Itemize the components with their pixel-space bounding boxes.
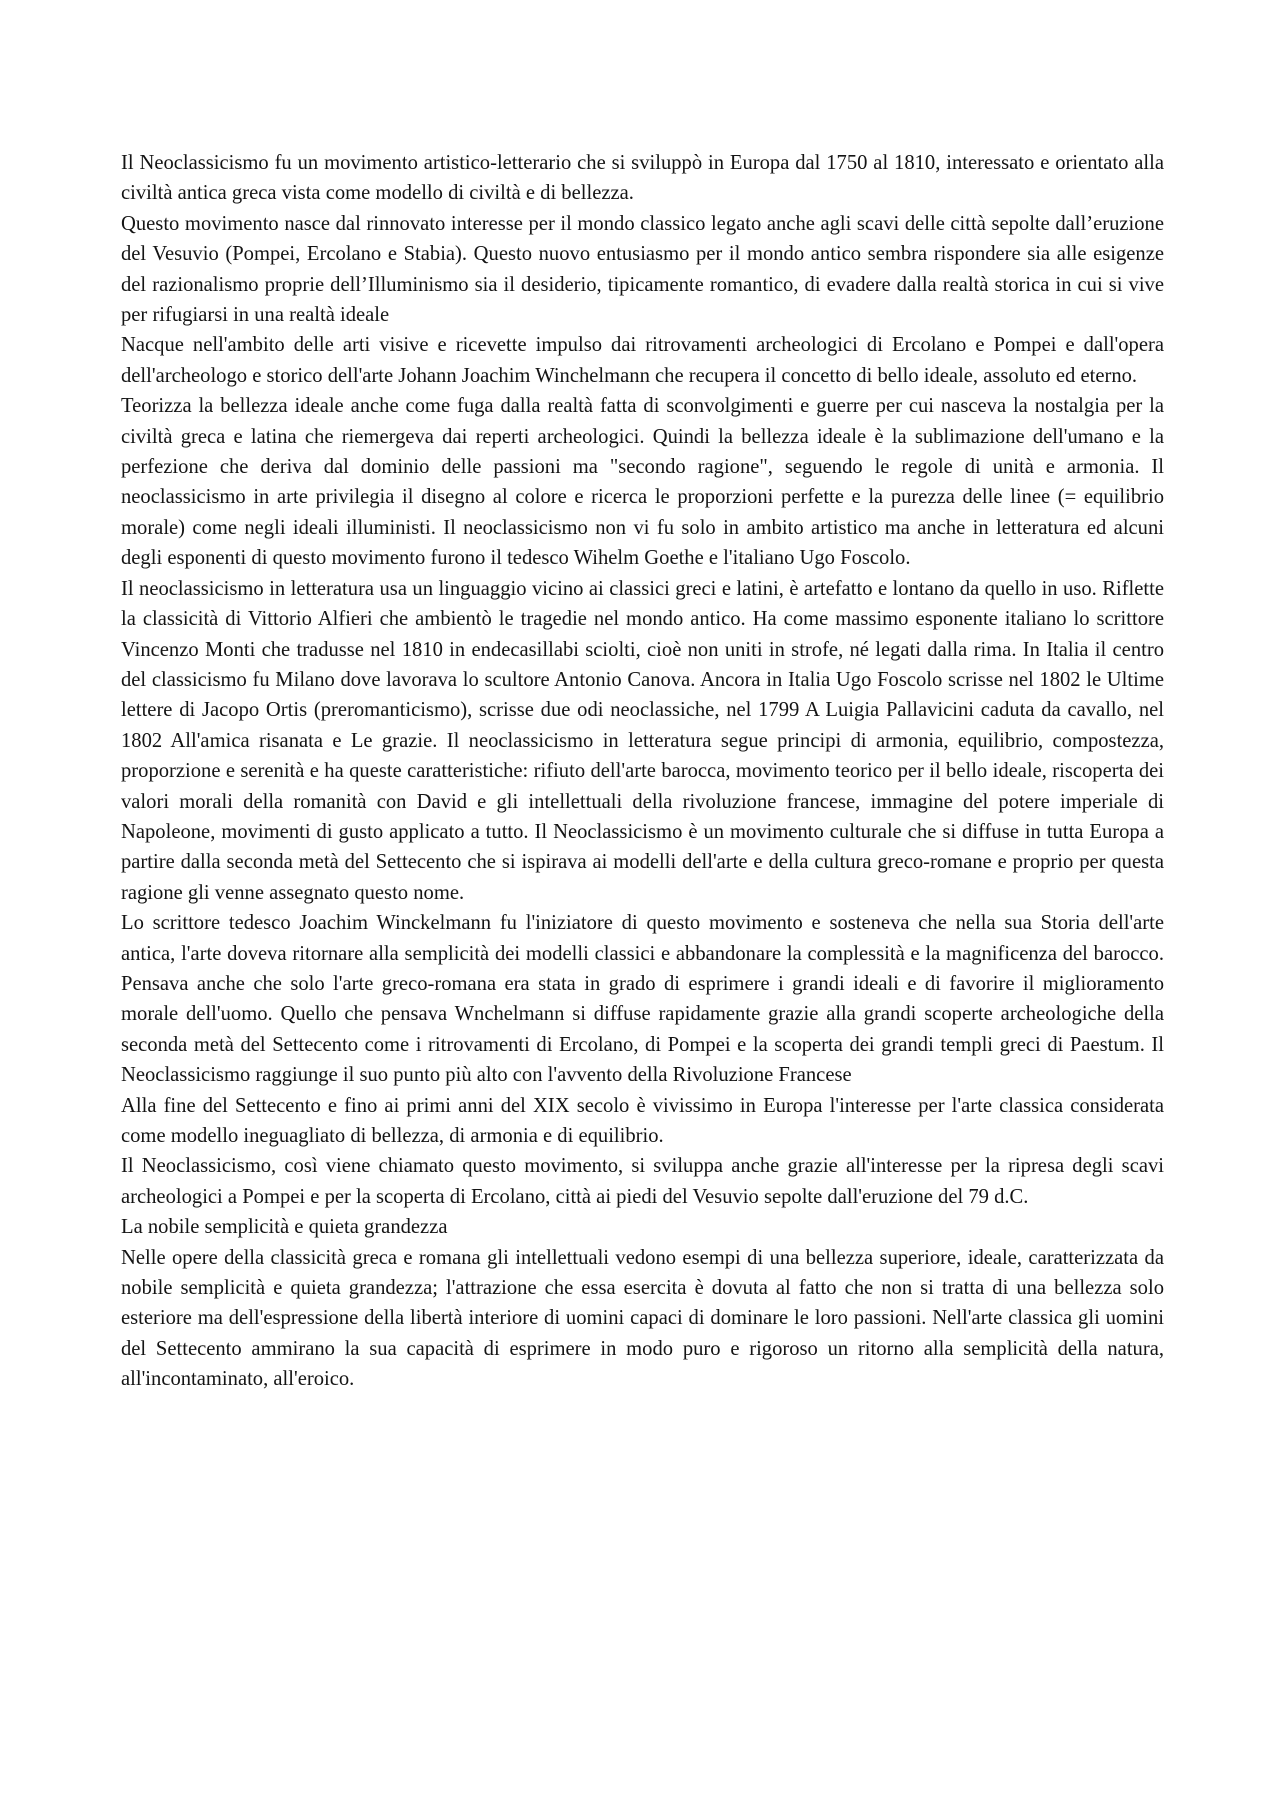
paragraph-literature: Il neoclassicismo in letteratura usa un linguaggio vicino ai classici greci e latini, è artefatto e lontano da quello in uso. Riflette la classicità di Vittorio Alfieri che ambientò le tragedie nel mondo antico. Ha come massimo esponente italiano lo scrittore Vincenzo Monti che tradusse nel 1810 in endecasillabi sciolti, cioè non uniti in strofe, né legati dalla rima. In Italia il centro del classicismo fu Milano dove lavorava lo scultore Antonio Canova. Ancora in Italia Ugo Foscolo scrisse nel 1802 le Ultime lettere di Jacopo Ortis (preromanticismo), scrisse due odi neoclassiche, nel 1799 A Luigia Pallavicini caduta da cavallo, nel 1802 All'amica risanata e Le grazie. Il neoclassicismo in letteratura segue principi di armonia, equilibrio, compostezza, proporzione e serenità e ha queste caratteristiche: rifiuto dell'arte barocca, movimento teorico per il bello ideale, riscoperta dei valori morali della romanità con David e gli intellettuali della rivoluzione francese, immagine del potere imperiale di Napoleone, movimenti di gusto applicato a tutto. Il Neoclassicismo è un movimento culturale che si diffuse in tutta Europa a partire dalla seconda metà del Settecento che si ispirava ai modelli dell'arte e della cultura greco-romane e proprio per questa ragione gli venne assegnato questo nome. [121,577,1164,904]
section-heading: La nobile semplicità e quieta grandezza [121,1216,448,1239]
paragraph-ideal-beauty: Teorizza la bellezza ideale anche come fuga dalla realtà fatta di sconvolgimenti e guerre per cui nasceva la nostalgia per la civiltà greca e latina che riemergeva dai reperti archeologici. Quindi la bellezza ideale è la sublimazione dell'umano e la perfezione che deriva dal dominio delle passioni ma "secondo ragione", seguendo le regole di unità e armonia. Il neoclassicismo in arte privilegia il disegno al colore e ricerca le proporzioni perfette e la purezza delle linee (= equilibrio morale) come negli ideali illuministi. Il neoclassicismo non vi fu solo in ambito artistico ma anche in letteratura ed alcuni degli esponenti di questo movimento furono il tedesco Wihelm Goethe e l'italiano Ugo Foscolo. [121,395,1164,570]
paragraph-late-settecento: Alla fine del Settecento e fino ai primi anni del XIX secolo è vivissimo in Europa l'interesse per l'arte classica considerata come modello ineguagliato di bellezza, di armonia e di equilibrio. [121,1094,1164,1147]
paragraph-origins: Questo movimento nasce dal rinnovato interesse per il mondo classico legato anche agli scavi delle città sepolte dall’eruzione del Vesuvio (Pompei, Ercolano e Stabia). Questo nuovo entusiasmo per il mondo antico sembra rispondere sia alle esigenze del razionalismo proprie dell’Illuminismo sia il desiderio, tipicamente romantico, di evadere dalla realtà storica in cui si vive per rifugiarsi in una realtà ideale [121,212,1164,327]
paragraph-winckelmann: Lo scrittore tedesco Joachim Winckelmann fu l'iniziatore di questo movimento e sosteneva che nella sua Storia dell'arte antica, l'arte doveva ritornare alla semplicità dei modelli classici e abbandonare la complessità e la magnificenza del barocco. Pensava anche che solo l'arte greco-romana era stata in grado di esprimere i grandi ideali e di favorire il miglioramento morale dell'uomo. Quello che pensava Wnchelmann si diffuse rapidamente grazie alla grandi scoperte archeologiche della seconda metà del Settecento come i ritrovamenti di Ercolano, di Pompei e la scoperta dei grandi templi greci di Paestum. Il Neoclassicismo raggiunge il suo punto più alto con l'avvento della Rivoluzione Francese [121,912,1164,1087]
paragraph-excavations: Il Neoclassicismo, così viene chiamato questo movimento, si sviluppa anche grazie all'interesse per la ripresa degli scavi archeologici a Pompei e per la scoperta di Ercolano, città ai piedi del Vesuvio sepolte dall'eruzione del 79 d.C. [121,1155,1164,1208]
paragraph-visual-arts: Nacque nell'ambito delle arti visive e ricevette impulso dai ritrovamenti archeologici di Ercolano e Pompei e dall'opera dell'archeologo e storico dell'arte Johann Joachim Winchelmann che recupera il concetto di bello ideale, assoluto ed eterno. [121,334,1164,387]
document-body [121,148,1164,1395]
paragraph-intro: Il Neoclassicismo fu un movimento artistico-letterario che si sviluppò in Europa dal 1750 al 1810, interessato e orientato alla civiltà antica greca vista come modello di civiltà e di bellezza. [121,152,1164,205]
paragraph-noble-simplicity: Nelle opere della classicità greca e romana gli intellettuali vedono esempi di una bellezza superiore, ideale, caratterizzata da nobile semplicità e quieta grandezza; l'attrazione che essa esercita è dovuta al fatto che non si tratta di una bellezza solo esteriore ma dell'espressione della libertà interiore di uomini capaci di dominare le loro passioni. Nell'arte classica gli uomini del Settecento ammirano la sua capacità di esprimere in modo puro e rigoroso un ritorno alla semplicità della natura, all'incontaminato, all'eroico. [121,1246,1164,1391]
